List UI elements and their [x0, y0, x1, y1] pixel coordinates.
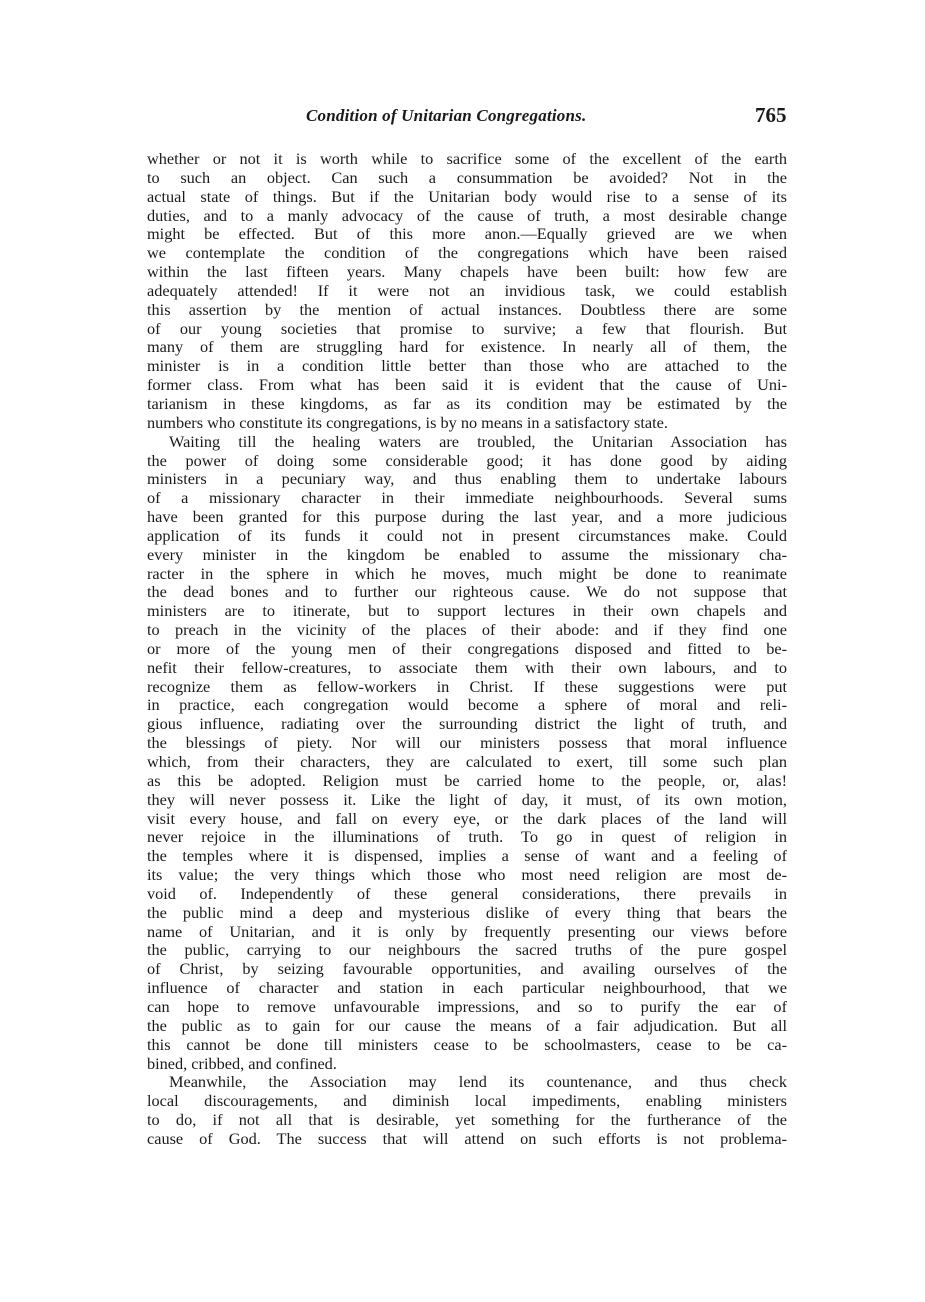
- text-line: we contemplate the condition of the congregations which have been raised: [147, 244, 787, 263]
- text-line: the temples where it is dispensed, implies a sense of want and a feeling of: [147, 847, 787, 866]
- text-line: duties, and to a manly advocacy of the cause of truth, a most desirable change: [147, 206, 787, 225]
- text-line: application of its funds it could not in present circumstances make. Could: [147, 526, 787, 545]
- text-line: visit every house, and fall on every eye, or the dark places of the land will: [147, 809, 787, 828]
- text-line: numbers who constitute its congregations, is by no means in a satisfactory state.: [147, 413, 668, 432]
- text-line: adequately attended! If it were not an invidious task, we could establish: [147, 281, 787, 300]
- text-line: might be effected. But of this more anon.—Equally grieved are we when: [147, 225, 787, 244]
- text-line: recognize them as fellow-workers in Christ. If these suggestions were put: [147, 677, 787, 696]
- text-line: this assertion by the mention of actual instances. Doubtless there are some: [147, 300, 787, 319]
- text-line: of a missionary character in their immediate neighbourhoods. Several sums: [147, 489, 787, 508]
- text-line: in practice, each congregation would become a sphere of moral and reli-: [147, 696, 787, 715]
- text-line: have been granted for this purpose during the last year, and a more judicious: [147, 508, 787, 527]
- text-line: or more of the young men of their congregations disposed and fitted to be-: [147, 639, 787, 658]
- text-line: they will never possess it. Like the light of day, it must, of its own motion,: [147, 790, 787, 809]
- text-line: actual state of things. But if the Unitarian body would rise to a sense of its: [147, 187, 787, 206]
- text-line: many of them are struggling hard for existence. In nearly all of them, the: [147, 338, 787, 357]
- text-line: minister is in a condition little better than those who are attached to the: [147, 357, 787, 376]
- text-line: the power of doing some considerable good; it has done good by aiding: [147, 451, 787, 470]
- running-title: Condition of Unitarian Congregations.: [306, 106, 587, 125]
- text-line: never rejoice in the illuminations of truth. To go in quest of religion in: [147, 828, 787, 847]
- text-line: former class. From what has been said it is evident that the cause of Uni-: [147, 376, 787, 395]
- text-line: which, from their characters, they are calculated to exert, till some such plan: [147, 753, 787, 771]
- text-line: the public, carrying to our neighbours the sacred truths of the pure gospel: [147, 941, 787, 960]
- text-line: the public mind a deep and mysterious dislike of every thing that bears the: [147, 903, 787, 922]
- text-line: this cannot be done till ministers cease to be schoolmasters, cease to be ca-: [147, 1035, 787, 1054]
- text-line: as this be adopted. Religion must be carried home to the people, or, alas!: [147, 771, 787, 790]
- text-line: the public as to gain for our cause the means of a fair adjudication. But all: [147, 1016, 787, 1035]
- text-line: can hope to remove unfavourable impressions, and so to purify the ear of: [147, 997, 787, 1016]
- text-line: whether or not it is worth while to sacrifice some of the excellent of the earth: [147, 150, 787, 168]
- text-line: name of Unitarian, and it is only by frequently presenting our views before: [147, 922, 787, 941]
- text-line: tarianism in these kingdoms, as far as its condition may be estimated by the: [147, 394, 787, 413]
- text-line: racter in the sphere in which he moves, much might be done to reanimate: [147, 564, 787, 583]
- text-line: the blessings of piety. Nor will our ministers possess that moral influence: [147, 734, 787, 753]
- text-line: bined, cribbed, and confined.: [147, 1054, 337, 1073]
- body-text: [147, 150, 787, 1149]
- text-line: local discouragements, and diminish local impediments, enabling ministers: [147, 1092, 787, 1111]
- text-line: to preach in the vicinity of the places of their abode: and if they find one: [147, 621, 787, 640]
- text-line: to such an object. Can such a consummation be avoided? Not in the: [147, 168, 787, 187]
- running-header: [0, 103, 925, 136]
- text-line: ministers in a pecuniary way, and thus enabling them to undertake labours: [147, 470, 787, 489]
- text-line: Waiting till the healing waters are troubled, the Unitarian Association has: [169, 432, 787, 451]
- text-line: void of. Independently of these general considerations, there prevails in: [147, 884, 787, 903]
- text-line: of Christ, by seizing favourable opportunities, and availing ourselves of the: [147, 960, 787, 979]
- text-line: influence of character and station in each particular neighbourhood, that we: [147, 979, 787, 998]
- page-number: 765: [755, 103, 787, 127]
- text-line: the dead bones and to further our righteous cause. We do not suppose that: [147, 583, 787, 602]
- text-line: cause of God. The success that will attend on such efforts is not problema-: [147, 1129, 787, 1148]
- text-line: its value; the very things which those who most need religion are most de-: [147, 866, 787, 885]
- text-line: ministers are to itinerate, but to support lectures in their own chapels and: [147, 602, 787, 621]
- text-line: within the last fifteen years. Many chapels have been built: how few are: [147, 263, 787, 282]
- text-line: of our young societies that promise to survive; a few that flourish. But: [147, 319, 787, 338]
- text-line: gious influence, radiating over the surrounding district the light of truth, and: [147, 715, 787, 734]
- text-line: to do, if not all that is desirable, yet something for the furtherance of the: [147, 1111, 787, 1130]
- text-line: Meanwhile, the Association may lend its countenance, and thus check: [169, 1073, 787, 1092]
- text-line: every minister in the kingdom be enabled to assume the missionary cha-: [147, 545, 787, 564]
- text-line: nefit their fellow-creatures, to associate them with their own labours, and to: [147, 658, 787, 677]
